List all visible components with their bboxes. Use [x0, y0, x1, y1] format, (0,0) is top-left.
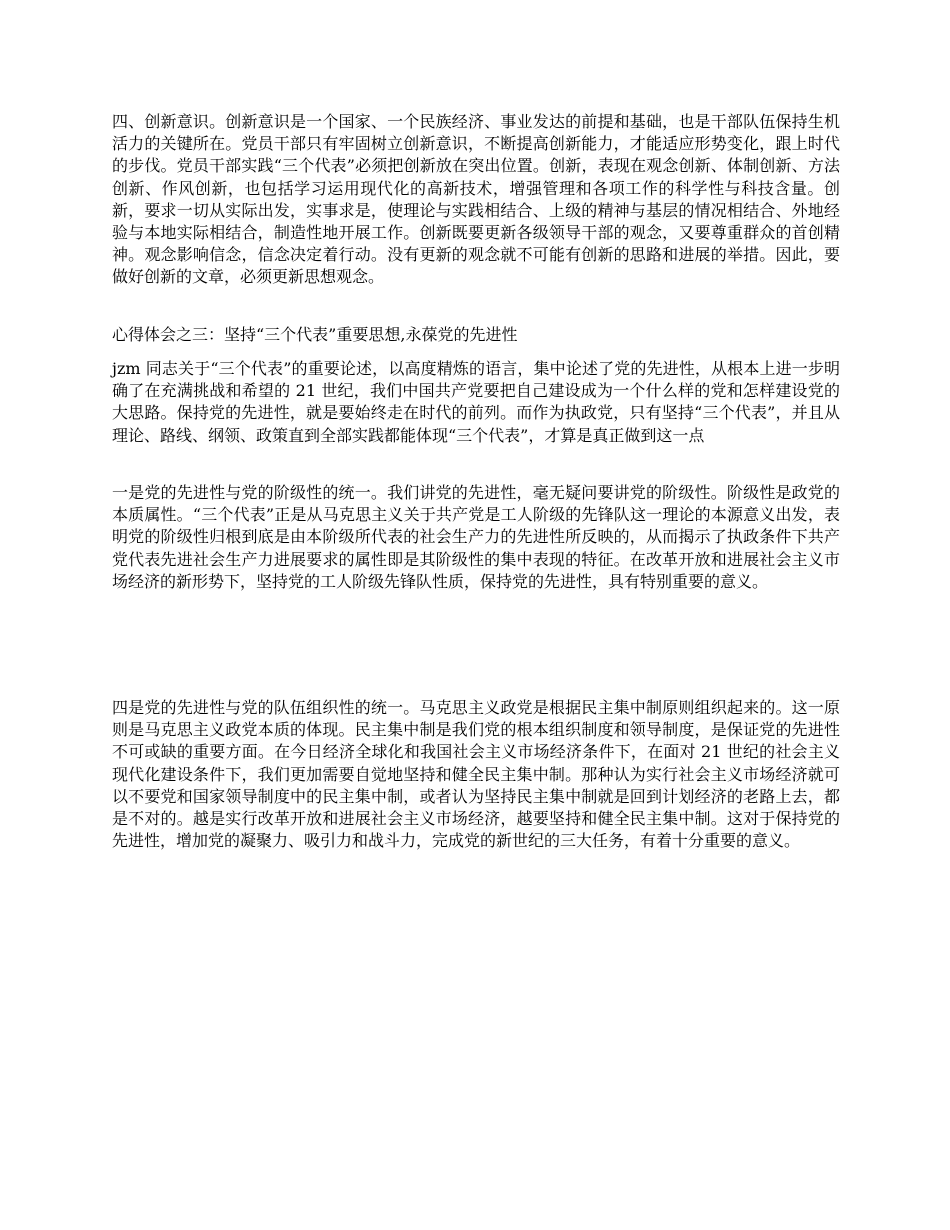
paragraph-innovation-awareness: 四、创新意识。创新意识是一个国家、一个民族经济、事业发达的前提和基础，也是干部队伍保持生机活力的关键所在。党员干部只有牢固树立创新意识，不断提高创新能力，才能适应形势变化，跟上时代的步伐。党员干部实践“三个代表”必须把创新放在突出位置。创新，表现在观念创新、体制创新、方法创新、作风创新，也包括学习运用现代化的高新技术，增强管理和各项工作的科学性与科技含量。创新，要求一切从实际出发，实事求是，使理论与实践相结合、上级的精神与基层的情况相结合、外地经验与本地实际相结合，制造性地开展工作。创新既要更新各级领导干部的观念，又要尊重群众的首创精神。观念影响信念，信念决定着行动。没有更新的观念就不可能有创新的思路和进展的举措。因此，要做好创新的文章，必须更新思想观念。	[112, 112, 840, 287]
paragraph-class-nature: 一是党的先进性与党的阶级性的统一。我们讲党的先进性，毫无疑问要讲党的阶级性。阶级性是政党的本质属性。“三个代表”正是从马克思主义关于共产党是工人阶级的先锋队这一理论的本源意义出发，表明党的阶级性归根到底是由本阶级所代表的社会生产力的先进性所反映的，从而揭示了执政条件下共产党代表先进社会生产力进展要求的属性即是其阶级性的集中表现的特征。在改革开放和进展社会主义市场经济的新形势下，坚持党的工人阶级先锋队性质，保持党的先进性，具有特别重要的意义。	[112, 483, 840, 591]
paragraph-three-represents: jzm 同志关于“三个代表”的重要论述，以高度精炼的语言，集中论述了党的先进性，从根本上进一步明确了在充满挑战和希望的 21 世纪，我们中国共产党要把自己建设成为一个什么样的党和怎样建设党的大思路。保持党的先进性，就是要始终走在时代的前列。而作为执政党，只有坚持“三个代表”，并且从理论、路线、纲领、政策直到全部实践都能体现“三个代表”，才算是真正做到这一点	[112, 359, 840, 445]
section-heading: 心得体会之三：坚持“三个代表”重要思想,永葆党的先进性	[112, 325, 518, 344]
paragraph-democratic-centralism: 四是党的先进性与党的队伍组织性的统一。马克思主义政党是根据民主集中制原则组织起来的。这一原则是马克思主义政党本质的体现。民主集中制是我们党的根本组织制度和领导制度，是保证党的先进性不可或缺的重要方面。在今日经济全球化和我国社会主义市场经济条件下，在面对 21 世纪的社会主义现代化建设条件下，我们更加需要自觉地坚持和健全民主集中制。那种认为实行社会主义市场经济就可以不要党和国家领导制度中的民主集中制，或者认为坚持民主集中制就是回到计划经济的老路上去，都是不对的。越是实行改革开放和进展社会主义市场经济，越要坚持和健全民主集中制。这对于保持党的先进性，增加党的凝聚力、吸引力和战斗力，完成党的新世纪的三大任务，有着十分重要的意义。	[112, 698, 840, 851]
